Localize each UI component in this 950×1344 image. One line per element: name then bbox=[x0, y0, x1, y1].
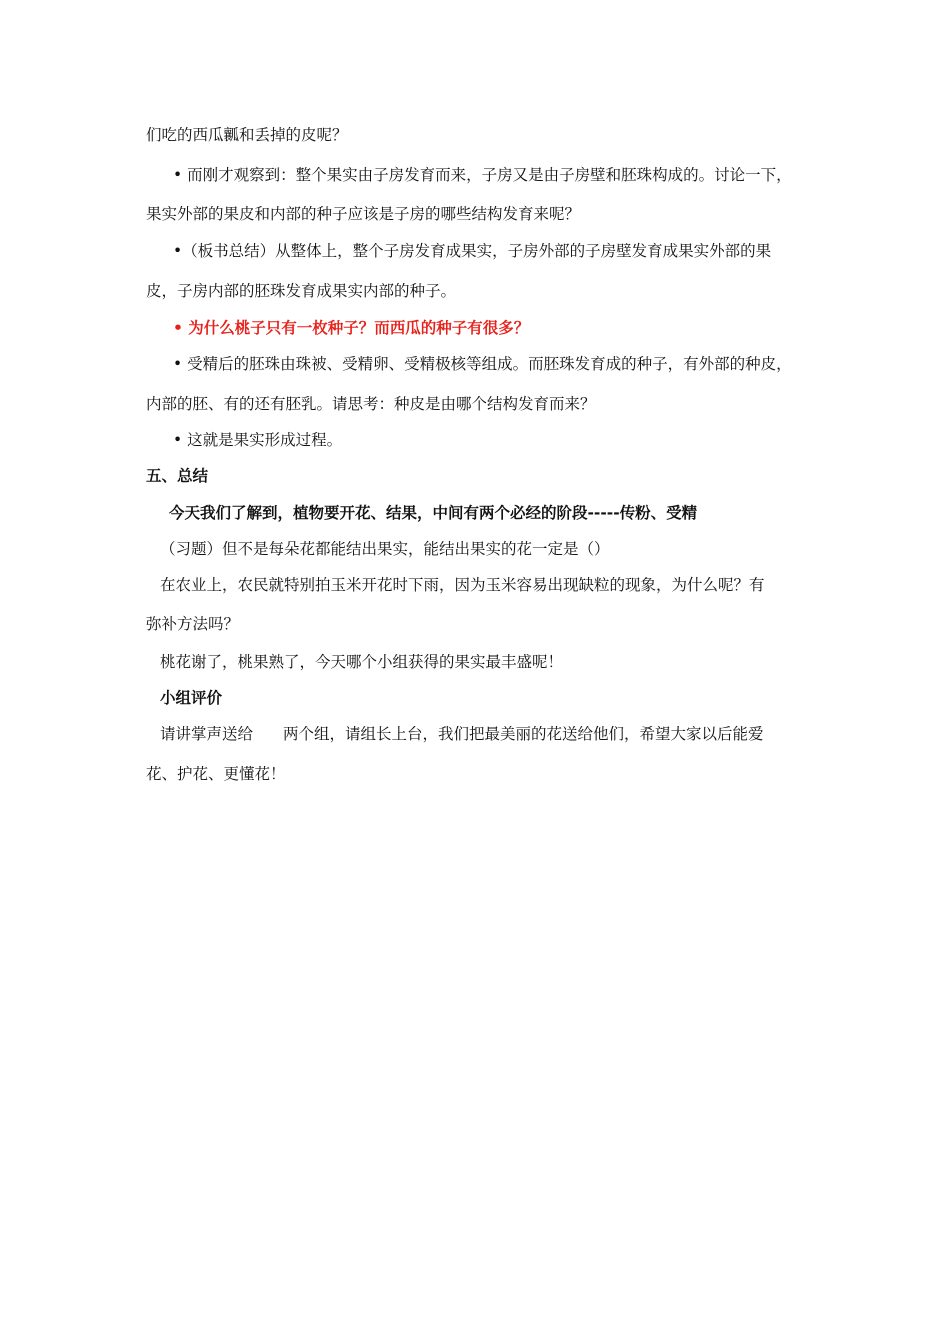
para-line: 内部的胚、有的还有胚乳。请思考：种皮是由哪个结构发育而来？ bbox=[146, 395, 596, 413]
para-line: 果实外部的果皮和内部的种子应该是子房的哪些结构发育来呢？ bbox=[146, 205, 581, 223]
summary-line: 今天我们了解到，植物要开花、结果，中间有两个必经的阶段-----传粉、受精 bbox=[169, 504, 698, 522]
para-line-end: 两个组，请组长上台，我们把最美丽的花送给他们，希望大家以后能爱 bbox=[283, 725, 764, 743]
para-line: 弥补方法吗？ bbox=[146, 615, 240, 633]
exercise-line: （习题）但不是每朵花都能结出果实，能结出果实的花一定是（） bbox=[160, 540, 610, 558]
para-line: 桃花谢了，桃果熟了，今天哪个小组获得的果实最丰盛呢！ bbox=[160, 653, 564, 671]
bullet-line: • 而刚才观察到：整个果实由子房发育而来，子房又是由子房壁和胚珠构成的。讨论一下， bbox=[173, 166, 792, 184]
section-heading: 五、总结 bbox=[146, 467, 209, 485]
para-line bbox=[160, 724, 764, 744]
para-line: 皮，子房内部的胚珠发育成果实内部的种子。 bbox=[146, 282, 457, 300]
bullet-line: • 受精后的胚珠由珠被、受精卵、受精极核等组成。而胚珠发育成的种子，有外部的种皮， bbox=[173, 355, 792, 373]
para-line: 花、护花、更懂花！ bbox=[146, 765, 286, 783]
para-line: 们吃的西瓜瓤和丢掉的皮呢？ bbox=[146, 126, 348, 144]
subheading: 小组评价 bbox=[160, 689, 223, 707]
para-line-start: 请讲掌声送给 bbox=[160, 725, 254, 743]
highlight-question: • 为什么桃子只有一枚种子？而西瓜的种子有很多？ bbox=[173, 319, 530, 337]
bullet-line: •（板书总结）从整体上，整个子房发育成果实，子房外部的子房壁发育成果实外部的果 bbox=[173, 242, 772, 260]
bullet-line: • 这就是果实形成过程。 bbox=[173, 431, 343, 449]
para-line: 在农业上，农民就特别拍玉米开花时下雨，因为玉米容易出现缺粒的现象，为什么呢？有 bbox=[160, 576, 765, 594]
